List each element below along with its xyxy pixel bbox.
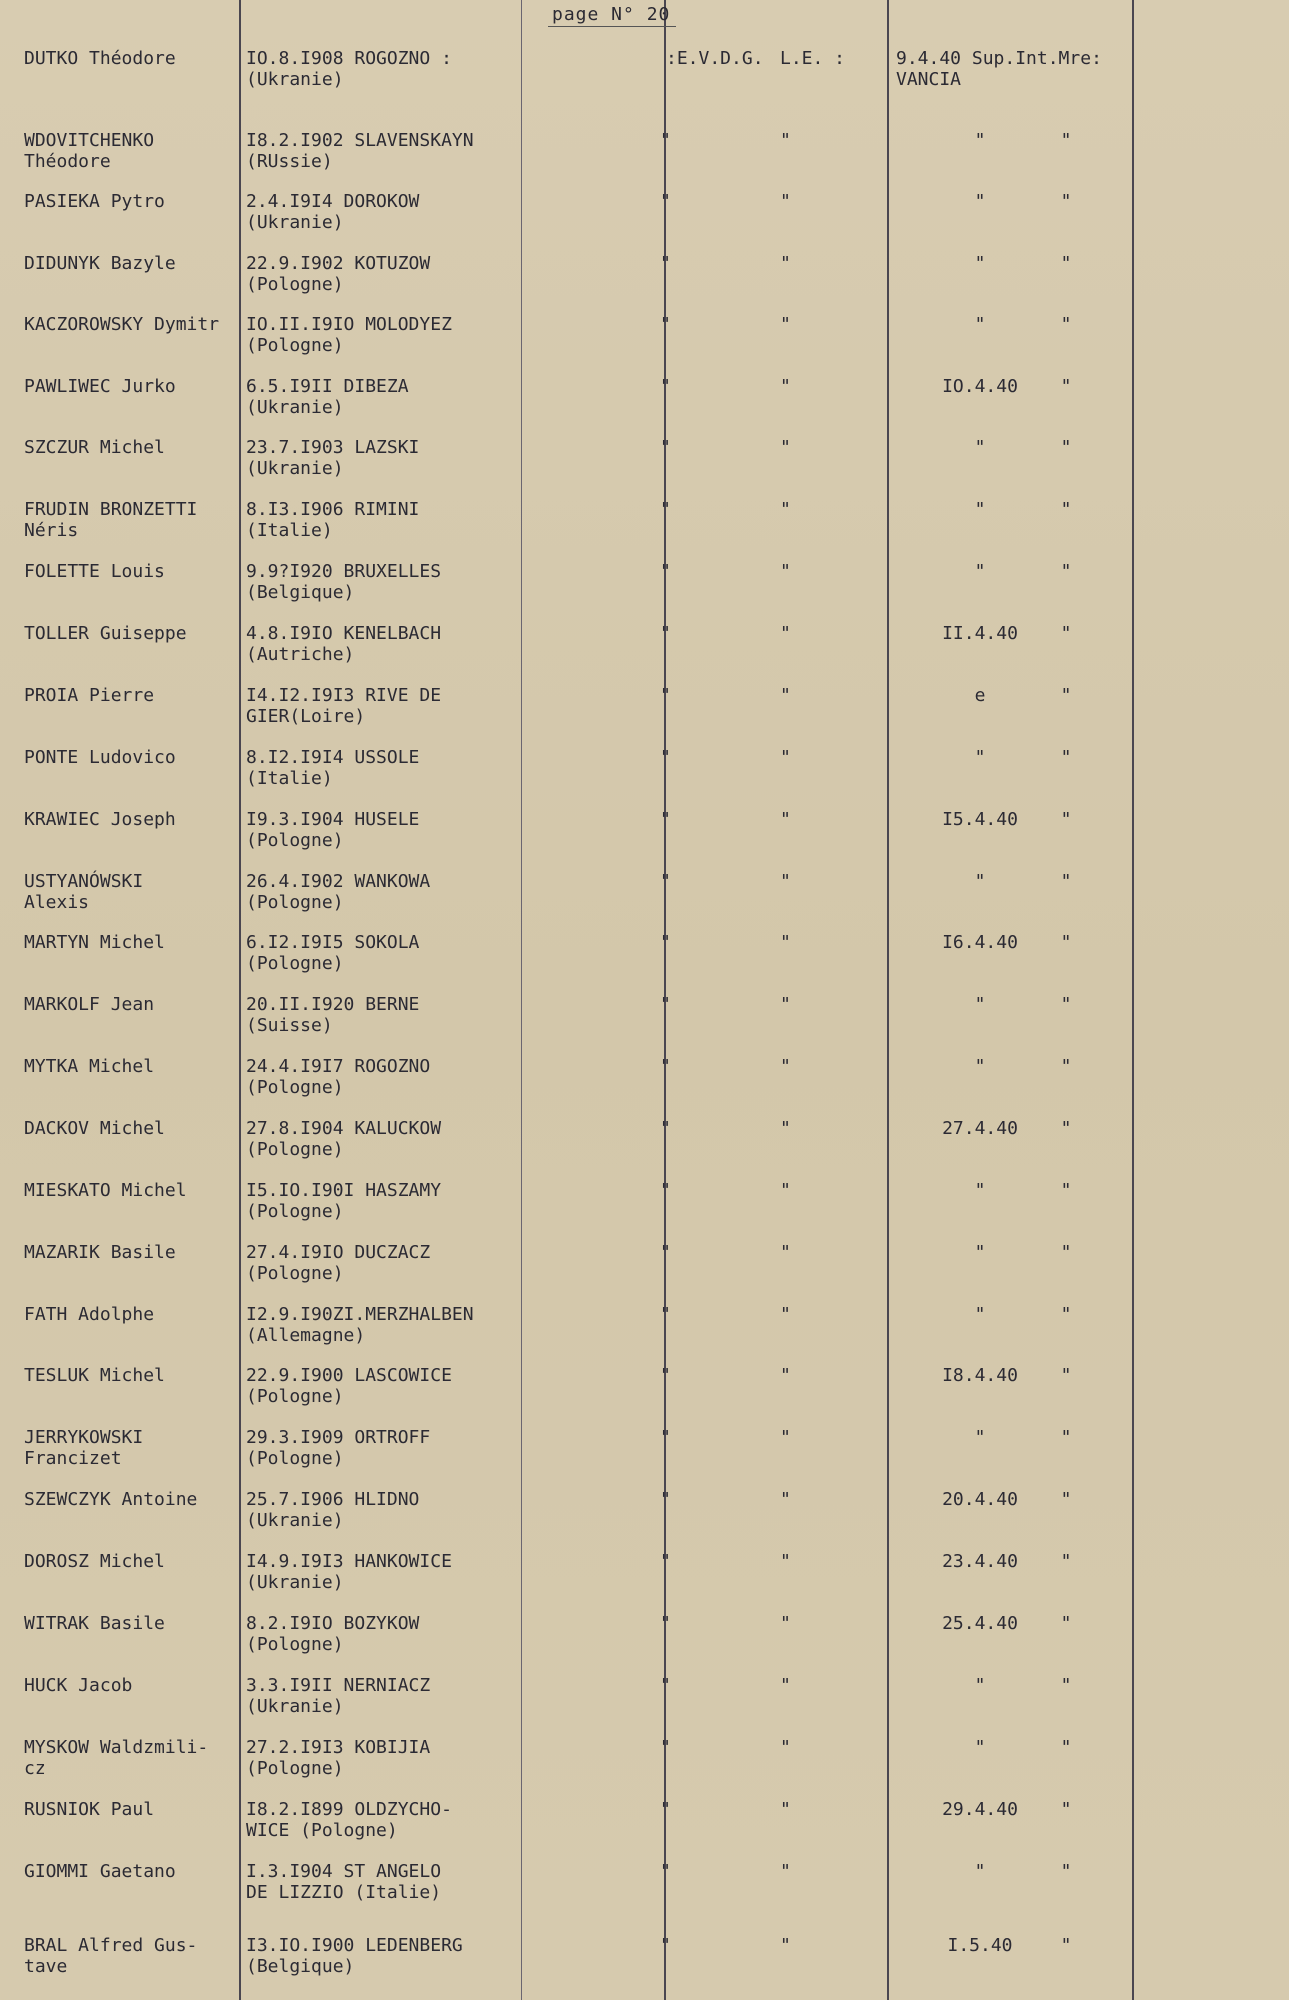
person-name: TESLUK Michel: [24, 1365, 165, 1386]
authority: ": [660, 1056, 671, 1077]
authority: ": [660, 191, 671, 212]
table-row: [0, 437, 1289, 495]
birth-info: 20.II.I920 BERNE (Suisse): [246, 994, 420, 1036]
table-row: [0, 1180, 1289, 1238]
destination: ": [1060, 253, 1072, 274]
status: ": [780, 561, 791, 582]
status: ": [780, 871, 791, 892]
status: ": [780, 1056, 791, 1077]
table-row: [0, 747, 1289, 805]
destination: ": [1060, 314, 1072, 335]
table-row: [0, 1365, 1289, 1423]
person-name: MARKOLF Jean: [24, 994, 155, 1015]
table-row: [0, 623, 1289, 681]
destination: ": [1060, 1799, 1072, 1820]
destination: ": [1060, 376, 1072, 397]
status: ": [780, 747, 791, 768]
status: ": [780, 1861, 791, 1882]
person-name: PONTE Ludovico: [24, 747, 176, 768]
person-name: FOLETTE Louis: [24, 561, 165, 582]
status: ": [780, 623, 791, 644]
status: ": [780, 1427, 791, 1448]
status: ": [780, 130, 791, 151]
table-row: [0, 376, 1289, 434]
authority: ": [660, 1861, 671, 1882]
date: ": [974, 191, 986, 212]
status: ": [780, 376, 791, 397]
authority: ": [660, 1304, 671, 1325]
person-name: PASIEKA Pytro: [24, 191, 165, 212]
person-name: RUSNIOK Paul: [24, 1799, 155, 1820]
date: ": [974, 499, 986, 520]
authority: ": [660, 747, 671, 768]
date-destination: 9.4.40 Sup.Int.Mre: VANCIA: [896, 48, 1102, 90]
table-row: [0, 1551, 1289, 1609]
birth-info: I8.2.I899 OLDZYCHO- WICE (Pologne): [246, 1799, 452, 1841]
status: ": [780, 1935, 791, 1956]
date: IO.4.40: [942, 376, 1018, 397]
status: ": [780, 809, 791, 830]
birth-info: 22.9.I900 LASCOWICE (Pologne): [246, 1365, 452, 1407]
birth-info: I4.I2.I9I3 RIVE DE GIER(Loire): [246, 685, 442, 727]
destination: ": [1060, 1489, 1072, 1510]
authority: ": [660, 437, 671, 458]
destination: ": [1060, 809, 1072, 830]
person-name: KRAWIEC Joseph: [24, 809, 176, 830]
person-name: DIDUNYK Bazyle: [24, 253, 176, 274]
birth-info: 27.8.I904 KALUCKOW (Pologne): [246, 1118, 442, 1160]
person-name: WDOVITCHENKO Théodore: [24, 130, 155, 172]
table-row: [0, 1304, 1289, 1362]
authority: ": [660, 1737, 671, 1758]
destination: ": [1060, 1365, 1072, 1386]
birth-info: I2.9.I90ZI.MERZHALBEN (Allemagne): [246, 1304, 474, 1346]
date: II.4.40: [942, 623, 1018, 644]
table-row: [0, 1427, 1289, 1485]
status: ": [780, 1365, 791, 1386]
destination: ": [1060, 1242, 1072, 1263]
destination: ": [1060, 1056, 1072, 1077]
person-name: KACZOROWSKY Dymitr: [24, 314, 220, 335]
authority: :E.V.D.G.: [666, 48, 764, 69]
status: ": [780, 1613, 791, 1634]
authority: ": [660, 1613, 671, 1634]
table-row: [0, 1613, 1289, 1671]
destination: ": [1060, 437, 1072, 458]
date: ": [974, 1180, 986, 1201]
destination: ": [1060, 747, 1072, 768]
birth-info: I5.IO.I90I HASZAMY (Pologne): [246, 1180, 442, 1222]
date: ": [974, 130, 986, 151]
birth-info: 25.7.I906 HLIDNO (Ukranie): [246, 1489, 420, 1531]
page-header: page N° 20: [552, 4, 671, 25]
person-name: DACKOV Michel: [24, 1118, 165, 1139]
destination: ": [1060, 932, 1072, 953]
destination: ": [1060, 191, 1072, 212]
destination: ": [1060, 685, 1072, 706]
table-row: [0, 48, 1289, 106]
table-row: [0, 1056, 1289, 1114]
person-name: MIESKATO Michel: [24, 1180, 187, 1201]
destination: ": [1060, 130, 1072, 151]
authority: ": [660, 561, 671, 582]
person-name: BRAL Alfred Gus- tave: [24, 1935, 198, 1977]
authority: ": [660, 253, 671, 274]
person-name: TOLLER Guiseppe: [24, 623, 187, 644]
date: ": [974, 1737, 986, 1758]
destination: ": [1060, 1861, 1072, 1882]
date: ": [974, 561, 986, 582]
table-row: [0, 1737, 1289, 1795]
authority: ": [660, 130, 671, 151]
destination: ": [1060, 1551, 1072, 1572]
date: e: [974, 685, 986, 706]
authority: ": [660, 376, 671, 397]
authority: ": [660, 1799, 671, 1820]
person-name: DOROSZ Michel: [24, 1551, 165, 1572]
birth-info: I3.IO.I900 LEDENBERG (Belgique): [246, 1935, 463, 1977]
birth-info: 4.8.I9IO KENELBACH (Autriche): [246, 623, 442, 665]
person-name: SZCZUR Michel: [24, 437, 165, 458]
birth-info: 27.2.I9I3 KOBIJIA (Pologne): [246, 1737, 431, 1779]
date: 20.4.40: [942, 1489, 1018, 1510]
status: L.E. :: [780, 48, 846, 69]
status: ": [780, 191, 791, 212]
birth-info: 26.4.I902 WANKOWA (Pologne): [246, 871, 431, 913]
status: ": [780, 932, 791, 953]
table-row: [0, 1675, 1289, 1733]
birth-info: I.3.I904 ST ANGELO DE LIZZIO (Italie): [246, 1861, 442, 1903]
table-row: [0, 809, 1289, 867]
birth-info: 27.4.I9IO DUCZACZ (Pologne): [246, 1242, 431, 1284]
date: ": [974, 994, 986, 1015]
date: 23.4.40: [942, 1551, 1018, 1572]
table-row: [0, 1489, 1289, 1547]
status: ": [780, 314, 791, 335]
table-row: [0, 1861, 1289, 1919]
person-name: PROIA Pierre: [24, 685, 155, 706]
table-row: [0, 130, 1289, 188]
authority: ": [660, 1489, 671, 1510]
person-name: MYSKOW Waldzmili- cz: [24, 1737, 209, 1779]
person-name: MYTKA Michel: [24, 1056, 155, 1077]
status: ": [780, 1242, 791, 1263]
birth-info: 8.2.I9IO BOZYKOW (Pologne): [246, 1613, 420, 1655]
date: 27.4.40: [942, 1118, 1018, 1139]
person-name: HUCK Jacob: [24, 1675, 133, 1696]
birth-info: IO.II.I9IO MOLODYEZ (Pologne): [246, 314, 452, 356]
authority: ": [660, 871, 671, 892]
header-underline: [548, 26, 676, 27]
birth-info: 8.I3.I906 RIMINI (Italie): [246, 499, 420, 541]
destination: ": [1060, 1737, 1072, 1758]
table-row: [0, 253, 1289, 311]
status: ": [780, 1304, 791, 1325]
date: I6.4.40: [942, 932, 1018, 953]
destination: ": [1060, 1675, 1072, 1696]
birth-info: 2.4.I9I4 DOROKOW (Ukranie): [246, 191, 420, 233]
status: ": [780, 1675, 791, 1696]
authority: ": [660, 314, 671, 335]
person-name: MAZARIK Basile: [24, 1242, 176, 1263]
table-row: [0, 499, 1289, 557]
status: ": [780, 253, 791, 274]
person-name: JERRYKOWSKI Francizet: [24, 1427, 144, 1469]
authority: ": [660, 1427, 671, 1448]
status: ": [780, 1180, 791, 1201]
date: ": [974, 871, 986, 892]
birth-info: 23.7.I903 LAZSKI (Ukranie): [246, 437, 420, 479]
authority: ": [660, 1365, 671, 1386]
destination: ": [1060, 561, 1072, 582]
birth-info: 29.3.I909 ORTROFF (Pologne): [246, 1427, 431, 1469]
birth-info: I8.2.I902 SLAVENSKAYN (RUssie): [246, 130, 474, 172]
birth-info: 3.3.I9II NERNIACZ (Ukranie): [246, 1675, 431, 1717]
date: 29.4.40: [942, 1799, 1018, 1820]
table-row: [0, 191, 1289, 249]
person-name: WITRAK Basile: [24, 1613, 165, 1634]
table-row: [0, 871, 1289, 929]
status: ": [780, 1118, 791, 1139]
date: I.5.40: [947, 1935, 1013, 1956]
table-row: [0, 932, 1289, 990]
table-row: [0, 1118, 1289, 1176]
date: ": [974, 1242, 986, 1263]
status: ": [780, 685, 791, 706]
authority: ": [660, 994, 671, 1015]
authority: ": [660, 1935, 671, 1956]
destination: ": [1060, 1427, 1072, 1448]
table-row: [0, 1242, 1289, 1300]
person-name: FATH Adolphe: [24, 1304, 155, 1325]
birth-info: I9.3.I904 HUSELE (Pologne): [246, 809, 420, 851]
authority: ": [660, 809, 671, 830]
table-row: [0, 561, 1289, 619]
date: I5.4.40: [942, 809, 1018, 830]
destination: ": [1060, 499, 1072, 520]
date: ": [974, 314, 986, 335]
destination: ": [1060, 871, 1072, 892]
date: ": [974, 1861, 986, 1882]
authority: ": [660, 623, 671, 644]
birth-info: 9.9?I920 BRUXELLES (Belgique): [246, 561, 442, 603]
table-row: [0, 1799, 1289, 1857]
person-name: MARTYN Michel: [24, 932, 165, 953]
person-name: PAWLIWEC Jurko: [24, 376, 176, 397]
person-name: USTYANÓWSKI Alexis: [24, 871, 144, 913]
table-row: [0, 994, 1289, 1052]
destination: ": [1060, 1613, 1072, 1634]
destination: ": [1060, 1935, 1072, 1956]
destination: ": [1060, 1180, 1072, 1201]
date: ": [974, 253, 986, 274]
table-row: [0, 314, 1289, 372]
authority: ": [660, 685, 671, 706]
table-row: [0, 1935, 1289, 1993]
authority: ": [660, 1180, 671, 1201]
person-name: SZEWCZYK Antoine: [24, 1489, 198, 1510]
birth-info: 8.I2.I9I4 USSOLE (Italie): [246, 747, 420, 789]
birth-info: IO.8.I908 ROGOZNO : (Ukranie): [246, 48, 452, 90]
date: ": [974, 437, 986, 458]
birth-info: 6.I2.I9I5 SOKOLA (Pologne): [246, 932, 420, 974]
status: ": [780, 437, 791, 458]
birth-info: 6.5.I9II DIBEZA (Ukranie): [246, 376, 409, 418]
authority: ": [660, 1242, 671, 1263]
person-name: FRUDIN BRONZETTI Néris: [24, 499, 198, 541]
authority: ": [660, 1675, 671, 1696]
status: ": [780, 994, 791, 1015]
status: ": [780, 1737, 791, 1758]
date: I8.4.40: [942, 1365, 1018, 1386]
authority: ": [660, 1118, 671, 1139]
date: ": [974, 1304, 986, 1325]
table-row: [0, 685, 1289, 743]
person-name: DUTKO Théodore: [24, 48, 176, 69]
authority: ": [660, 1551, 671, 1572]
birth-info: I4.9.I9I3 HANKOWICE (Ukranie): [246, 1551, 452, 1593]
destination: ": [1060, 994, 1072, 1015]
date: 25.4.40: [942, 1613, 1018, 1634]
date: ": [974, 1675, 986, 1696]
birth-info: 22.9.I902 KOTUZOW (Pologne): [246, 253, 431, 295]
authority: ": [660, 932, 671, 953]
status: ": [780, 499, 791, 520]
status: ": [780, 1799, 791, 1820]
date: ": [974, 1427, 986, 1448]
birth-info: 24.4.I9I7 ROGOZNO (Pologne): [246, 1056, 431, 1098]
destination: ": [1060, 1118, 1072, 1139]
authority: ": [660, 499, 671, 520]
destination: ": [1060, 623, 1072, 644]
status: ": [780, 1489, 791, 1510]
date: ": [974, 1056, 986, 1077]
status: ": [780, 1551, 791, 1572]
destination: ": [1060, 1304, 1072, 1325]
date: ": [974, 747, 986, 768]
person-name: GIOMMI Gaetano: [24, 1861, 176, 1882]
